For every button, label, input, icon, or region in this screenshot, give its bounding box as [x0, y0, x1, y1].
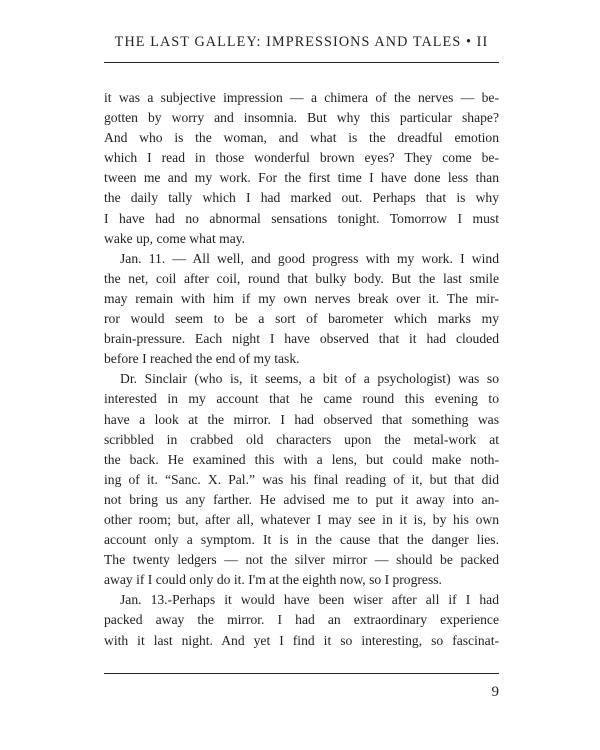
text-line: away if I could only do it. I'm at the eighth now, so I progress.: [104, 572, 442, 588]
body-text: [104, 88, 499, 651]
text-line: packed away the mirror. I had an extraordinary experience: [104, 612, 499, 628]
text-line: may remain with him if my own nerves break over it. The mir-: [104, 290, 499, 306]
text-line: And who is the woman, and what is the dreadful emotion: [104, 130, 499, 146]
text-line: scribbled in crabbed old characters upon the metal-work at: [104, 431, 499, 447]
running-head: THE LAST GALLEY: IMPRESSIONS AND TALES • II: [114, 34, 489, 50]
text-line: brain-pressure. Each night I have observed that it had clouded: [104, 331, 499, 347]
text-line: tween me and my work. For the first time I have done less than: [104, 170, 499, 186]
text-line: Jan. 11. — All well, and good progress with my work. I wind: [120, 250, 499, 266]
text-line: The twenty ledgers — not the silver mirror — should be packed: [104, 552, 499, 568]
text-line: not bring us any farther. He advised me to put it away into an-: [104, 491, 499, 507]
text-line: which I read in those wonderful brown eyes? They come be-: [104, 150, 499, 166]
header-rule: [104, 62, 499, 63]
text-line: account only a symptom. It is in the cause that the danger lies.: [104, 532, 499, 548]
text-line: I have had no abnormal sensations tonight. Tomorrow I must: [104, 210, 499, 226]
text-line: Dr. Sinclair (who is, it seems, a bit of a psychologist) was so: [120, 371, 499, 387]
page-number: 9: [491, 684, 499, 700]
text-line: the daily tally which I had marked out. Perhaps that is why: [104, 190, 499, 206]
text-line: interested in my account that he came round this evening to: [104, 391, 499, 407]
text-line: ror would seem to be a sort of barometer which marks my: [104, 311, 499, 327]
text-line: with it last night. And yet I find it so interesting, so fascinat-: [104, 632, 499, 648]
text-line: before I reached the end of my task.: [104, 351, 300, 367]
text-line: Jan. 13.-Perhaps it would have been wiser after all if I had: [120, 592, 499, 608]
text-line: wake up, come what may.: [104, 230, 246, 246]
text-line: the back. He examined this with a lens, but could make noth-: [104, 451, 499, 467]
text-line: other room; but, after all, whatever I may see in it is, by his own: [104, 511, 499, 527]
text-line: the net, coil after coil, round that bulky body. But the last smile: [104, 270, 499, 286]
footer-rule: [104, 673, 499, 674]
text-line: gotten by worry and insomnia. But why this particular shape?: [104, 110, 499, 126]
text-line: it was a subjective impression — a chimera of the nerves — be-: [104, 90, 499, 105]
text-line: have a look at the mirror. I had observed that something was: [104, 411, 499, 427]
text-line: ing of it. “Sanc. X. Pal.” was his final reading of it, but that did: [104, 471, 499, 487]
